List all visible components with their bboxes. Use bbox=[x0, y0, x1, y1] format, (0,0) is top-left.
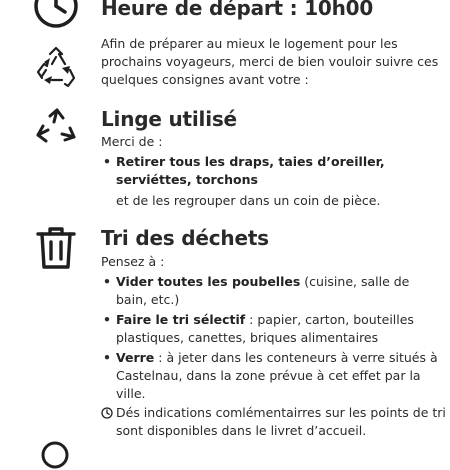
list-item bbox=[101, 273, 441, 309]
list-item-bold: Vider toutes les poubelles bbox=[116, 274, 301, 289]
list-item-rest: (cuisine, salle de bain, etc.) bbox=[116, 274, 410, 307]
waste-lead: Pensez à : bbox=[101, 254, 165, 269]
recycle-icon bbox=[32, 44, 80, 92]
list-item bbox=[101, 153, 441, 189]
waste-title: Tri des déchets bbox=[101, 226, 269, 250]
waste-note-text: Dés indications comlémentairres sur les points de tri sont disponibles dans le livret d’accueil. bbox=[116, 405, 446, 438]
waste-list bbox=[101, 273, 441, 405]
list-item bbox=[101, 311, 441, 347]
list-item-bold: Faire le tri sélectif bbox=[116, 312, 246, 327]
list-item-bold: Retirer tous les draps, taies d’oreiller, serviéttes, torchons bbox=[116, 154, 385, 187]
clock-small-icon bbox=[101, 407, 113, 419]
list-item-bold: Verre bbox=[116, 350, 155, 365]
linen-lead: Merci de : bbox=[101, 134, 163, 149]
list-item bbox=[101, 349, 441, 403]
departure-intro: Afin de préparer au mieux le logement pour les prochains voyageurs, merci de bien vouloir suivre ces quelques consignes avant votre : bbox=[101, 36, 439, 87]
trash-bin-icon bbox=[34, 224, 78, 272]
list-item-rest: : papier, carton, bouteilles plastiques, canettes, briques alimentaires bbox=[116, 312, 414, 345]
linen-after: et de les regrouper dans un coin de pièce. bbox=[116, 193, 381, 208]
recycle-arrows-icon bbox=[34, 104, 80, 150]
clock-icon bbox=[40, 440, 70, 470]
departure-title: Heure de départ : 10h00 bbox=[101, 0, 374, 20]
clock-icon bbox=[30, 0, 82, 32]
linen-title: Linge utilisé bbox=[101, 107, 237, 131]
waste-note bbox=[101, 404, 450, 440]
linen-list bbox=[101, 153, 441, 191]
list-item-rest: : à jeter dans les conteneurs à verre situés à Castelnau, dans la zone prévue à cet effet par la ville. bbox=[116, 350, 438, 401]
